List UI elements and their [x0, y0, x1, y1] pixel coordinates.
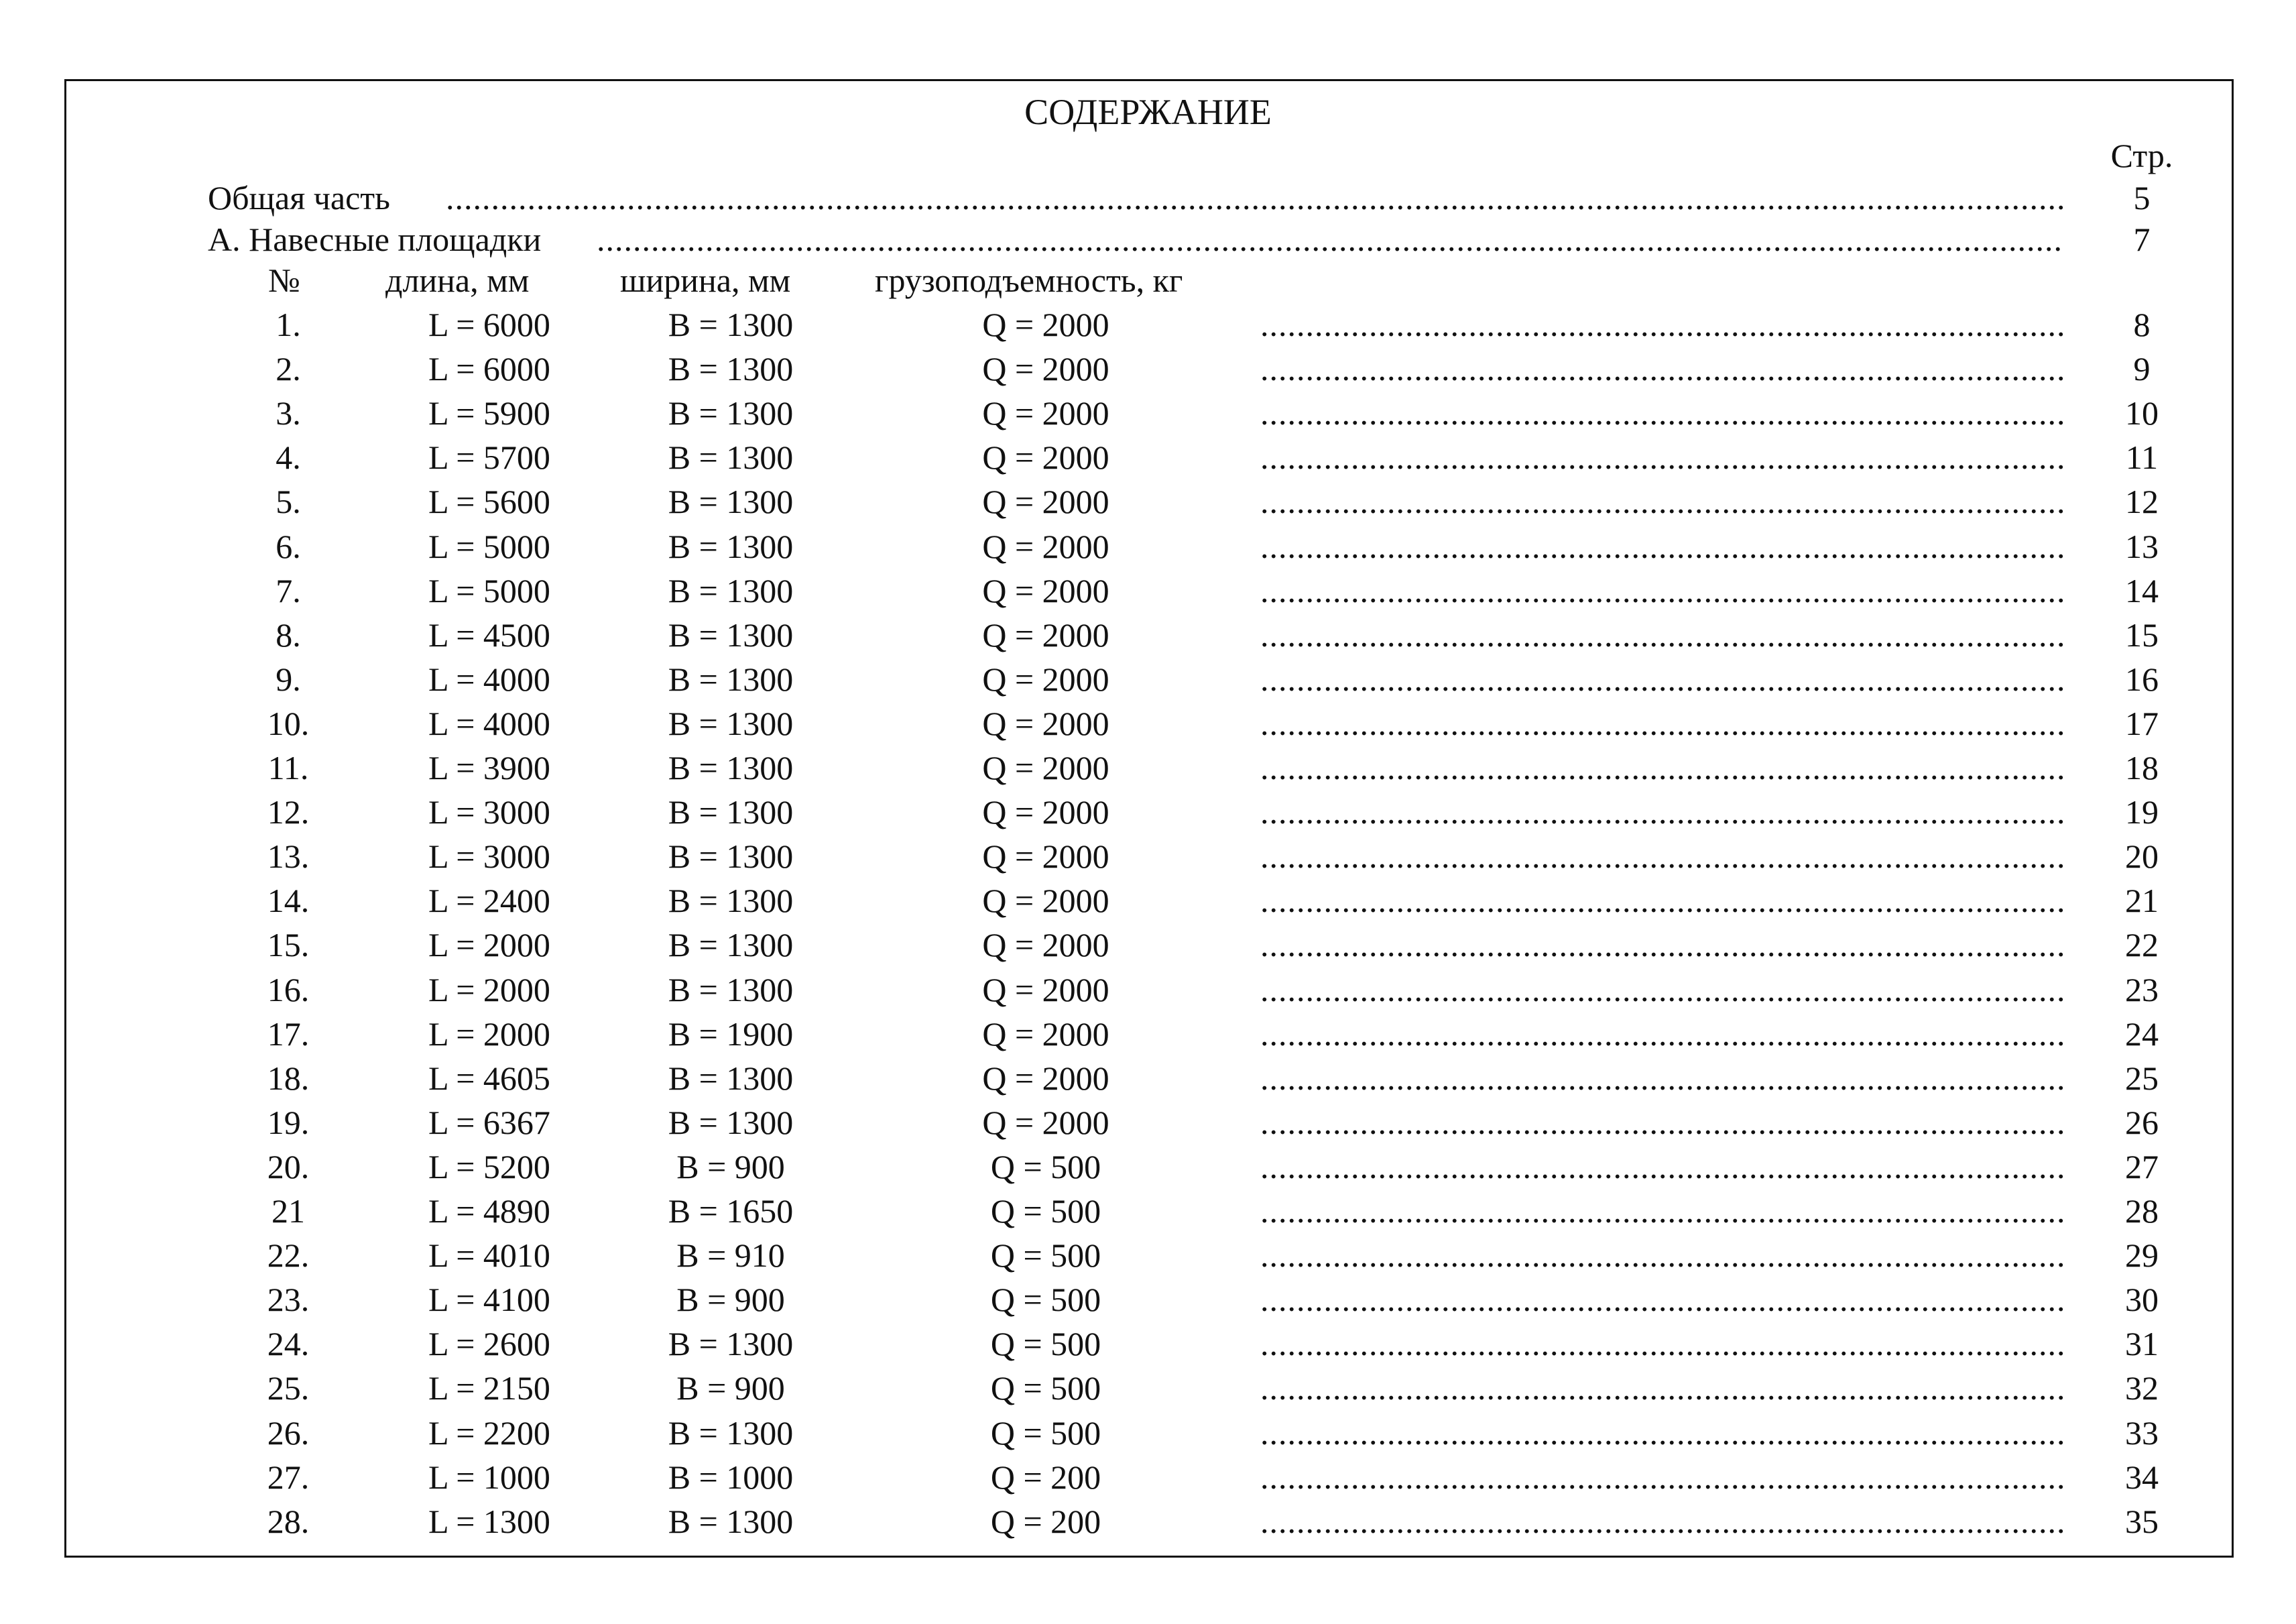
row-capacity: Q = 2000 [982, 660, 1109, 698]
row-length: L = 5700 [428, 439, 550, 476]
row-capacity: Q = 500 [990, 1325, 1101, 1362]
row-length: L = 2150 [428, 1369, 550, 1407]
row-number: 4. [276, 439, 301, 476]
row-page: 21 [2125, 882, 2159, 919]
table-row[interactable] [0, 1277, 2296, 1322]
toc-section-general[interactable] [0, 176, 2296, 220]
row-number: 10. [267, 705, 310, 742]
row-page: 20 [2125, 837, 2159, 875]
row-number: 15. [267, 926, 310, 964]
row-width: B = 1300 [668, 882, 794, 919]
table-row[interactable] [0, 657, 2296, 701]
leader-dots [1260, 479, 2065, 524]
table-row[interactable] [0, 1145, 2296, 1189]
row-width: B = 1300 [668, 793, 794, 831]
row-page: 17 [2125, 705, 2159, 742]
row-width: B = 1300 [668, 483, 794, 520]
row-page: 30 [2125, 1281, 2159, 1318]
row-width: B = 1300 [668, 306, 794, 343]
row-width: B = 1300 [668, 1059, 794, 1097]
row-number: 8. [276, 616, 301, 654]
row-page: 34 [2125, 1458, 2159, 1496]
row-capacity: Q = 2000 [982, 1104, 1109, 1141]
row-capacity: Q = 2000 [982, 971, 1109, 1008]
leader-dots [1260, 1056, 2065, 1100]
leader-dots [1260, 657, 2065, 701]
table-row[interactable] [0, 613, 2296, 657]
table-row[interactable] [0, 923, 2296, 967]
row-capacity: Q = 2000 [982, 882, 1109, 919]
row-number: 25. [267, 1369, 310, 1407]
leader-dots [1260, 391, 2065, 435]
row-page: 24 [2125, 1015, 2159, 1053]
row-capacity: Q = 2000 [982, 528, 1109, 565]
row-length: L = 4500 [428, 616, 550, 654]
row-width: B = 1300 [668, 1104, 794, 1141]
row-capacity: Q = 2000 [982, 572, 1109, 610]
leader-dots [1260, 1411, 2065, 1455]
row-length: L = 2000 [428, 926, 550, 964]
row-length: L = 2000 [428, 1015, 550, 1053]
leader-dots [1260, 347, 2065, 391]
row-width: B = 900 [676, 1281, 785, 1318]
row-number: 7. [276, 572, 301, 610]
row-page: 15 [2125, 616, 2159, 654]
table-row[interactable] [0, 1100, 2296, 1145]
row-width: B = 1300 [668, 1414, 794, 1452]
row-page: 35 [2125, 1503, 2159, 1540]
row-width: B = 1650 [668, 1192, 794, 1230]
row-length: L = 4605 [428, 1059, 550, 1097]
leader-dots [1260, 569, 2065, 613]
row-length: L = 2000 [428, 971, 550, 1008]
table-row[interactable] [0, 1056, 2296, 1100]
row-number: 3. [276, 394, 301, 432]
row-page: 31 [2125, 1325, 2159, 1362]
row-width: B = 1300 [668, 660, 794, 698]
section-label: А. Навесные площадки [208, 221, 542, 258]
row-width: B = 900 [676, 1369, 785, 1407]
row-capacity: Q = 500 [990, 1281, 1101, 1318]
leader-dots [1260, 1322, 2065, 1366]
header-width: ширина, мм [620, 262, 791, 299]
row-page: 13 [2125, 528, 2159, 565]
table-row[interactable] [0, 1455, 2296, 1499]
row-number: 1. [276, 306, 301, 343]
row-width: B = 1300 [668, 749, 794, 787]
row-width: B = 1300 [668, 350, 794, 388]
row-page: 9 [2133, 350, 2151, 388]
leader-dots [1260, 1366, 2065, 1410]
row-width: B = 1300 [668, 439, 794, 476]
row-length: L = 3900 [428, 749, 550, 787]
leader-dots [1260, 302, 2065, 347]
row-page: 26 [2125, 1104, 2159, 1141]
table-row[interactable] [0, 746, 2296, 790]
row-width: B = 1000 [668, 1458, 794, 1496]
row-width: B = 1300 [668, 837, 794, 875]
row-capacity: Q = 2000 [982, 350, 1109, 388]
row-capacity: Q = 2000 [982, 837, 1109, 875]
row-capacity: Q = 2000 [982, 926, 1109, 964]
row-length: L = 4010 [428, 1236, 550, 1274]
leader-dots [1260, 1455, 2065, 1499]
table-row[interactable] [0, 1411, 2296, 1455]
leader-dots [1260, 923, 2065, 967]
leader-dots [1260, 524, 2065, 569]
leader-dots [1260, 746, 2065, 790]
table-row[interactable] [0, 1189, 2296, 1233]
row-length: L = 4000 [428, 660, 550, 698]
leader-dots [1260, 1100, 2065, 1145]
row-page: 8 [2133, 306, 2151, 343]
table-row[interactable] [0, 1366, 2296, 1410]
leader-dots [446, 176, 2065, 220]
row-width: B = 910 [676, 1236, 785, 1274]
row-capacity: Q = 2000 [982, 793, 1109, 831]
row-number: 14. [267, 882, 310, 919]
row-length: L = 2400 [428, 882, 550, 919]
row-capacity: Q = 500 [990, 1369, 1101, 1407]
row-width: B = 900 [676, 1148, 785, 1185]
leader-dots [1260, 968, 2065, 1012]
leader-dots [1260, 701, 2065, 746]
row-number: 16. [267, 971, 310, 1008]
row-length: L = 5000 [428, 572, 550, 610]
row-width: B = 1300 [668, 926, 794, 964]
row-number: 19. [267, 1104, 310, 1141]
row-capacity: Q = 500 [990, 1414, 1101, 1452]
row-width: B = 1300 [668, 572, 794, 610]
row-page: 14 [2125, 572, 2159, 610]
section-label: Общая часть [208, 179, 390, 217]
row-page: 18 [2125, 749, 2159, 787]
row-number: 5. [276, 483, 301, 520]
row-number: 23. [267, 1281, 310, 1318]
row-number: 11. [267, 749, 309, 787]
row-length: L = 1300 [428, 1503, 550, 1540]
row-number: 17. [267, 1015, 310, 1053]
row-page: 22 [2125, 926, 2159, 964]
table-row[interactable] [0, 968, 2296, 1012]
row-page: 28 [2125, 1192, 2159, 1230]
table-row[interactable] [0, 1322, 2296, 1366]
row-capacity: Q = 500 [990, 1148, 1101, 1185]
table-row[interactable] [0, 524, 2296, 569]
row-capacity: Q = 2000 [982, 616, 1109, 654]
row-width: B = 1300 [668, 705, 794, 742]
row-length: L = 5900 [428, 394, 550, 432]
leader-dots [1260, 435, 2065, 479]
row-number: 13. [267, 837, 310, 875]
table-row[interactable] [0, 479, 2296, 524]
row-capacity: Q = 500 [990, 1192, 1101, 1230]
row-page: 25 [2125, 1059, 2159, 1097]
row-capacity: Q = 2000 [982, 439, 1109, 476]
row-length: L = 4100 [428, 1281, 550, 1318]
row-capacity: Q = 2000 [982, 705, 1109, 742]
row-capacity: Q = 2000 [982, 394, 1109, 432]
row-width: B = 1300 [668, 394, 794, 432]
row-capacity: Q = 200 [990, 1458, 1101, 1496]
row-number: 12. [267, 793, 310, 831]
row-number: 26. [267, 1414, 310, 1452]
leader-dots [1260, 613, 2065, 657]
leader-dots [597, 217, 2065, 262]
page-column-label: Стр. [2110, 137, 2173, 174]
row-number: 27. [267, 1458, 310, 1496]
row-number: 24. [267, 1325, 310, 1362]
table-row[interactable] [0, 878, 2296, 923]
leader-dots [1260, 1145, 2065, 1189]
row-length: L = 5600 [428, 483, 550, 520]
row-width: B = 1300 [668, 528, 794, 565]
row-capacity: Q = 2000 [982, 1015, 1109, 1053]
row-number: 22. [267, 1236, 310, 1274]
row-page: 12 [2125, 483, 2159, 520]
row-number: 2. [276, 350, 301, 388]
section-page: 7 [2133, 221, 2151, 258]
row-number: 21 [271, 1192, 305, 1230]
header-length: длина, мм [385, 262, 530, 299]
row-length: L = 3000 [428, 837, 550, 875]
row-capacity: Q = 2000 [982, 749, 1109, 787]
row-width: B = 1300 [668, 616, 794, 654]
row-width: B = 1300 [668, 1503, 794, 1540]
row-page: 16 [2125, 660, 2159, 698]
row-number: 9. [276, 660, 301, 698]
row-capacity: Q = 2000 [982, 483, 1109, 520]
row-page: 29 [2125, 1236, 2159, 1274]
row-number: 18. [267, 1059, 310, 1097]
row-page: 19 [2125, 793, 2159, 831]
leader-dots [1260, 1189, 2065, 1233]
table-row[interactable] [0, 1499, 2296, 1544]
leader-dots [1260, 790, 2065, 834]
table-row[interactable] [0, 1233, 2296, 1277]
toc-section-platforms[interactable] [0, 217, 2296, 262]
table-row[interactable] [0, 347, 2296, 391]
table-row[interactable] [0, 302, 2296, 347]
table-row[interactable] [0, 1012, 2296, 1056]
row-width: B = 1900 [668, 1015, 794, 1053]
row-page: 33 [2125, 1414, 2159, 1452]
row-length: L = 1000 [428, 1458, 550, 1496]
table-row[interactable] [0, 701, 2296, 746]
row-capacity: Q = 2000 [982, 306, 1109, 343]
row-length: L = 6000 [428, 350, 550, 388]
row-length: L = 6367 [428, 1104, 550, 1141]
header-capacity: грузоподъемность, кг [875, 262, 1183, 299]
row-capacity: Q = 500 [990, 1236, 1101, 1274]
row-page: 27 [2125, 1148, 2159, 1185]
row-capacity: Q = 2000 [982, 1059, 1109, 1097]
row-length: L = 5200 [428, 1148, 550, 1185]
header-number: № [268, 262, 300, 299]
row-number: 28. [267, 1503, 310, 1540]
row-number: 6. [276, 528, 301, 565]
leader-dots [1260, 1012, 2065, 1056]
row-width: B = 1300 [668, 1325, 794, 1362]
leader-dots [1260, 834, 2065, 878]
row-length: L = 3000 [428, 793, 550, 831]
table-row[interactable] [0, 435, 2296, 479]
table-row[interactable] [0, 790, 2296, 834]
row-page: 23 [2125, 971, 2159, 1008]
row-page: 11 [2125, 439, 2159, 476]
row-width: B = 1300 [668, 971, 794, 1008]
row-length: L = 4000 [428, 705, 550, 742]
row-length: L = 2600 [428, 1325, 550, 1362]
row-capacity: Q = 200 [990, 1503, 1101, 1540]
leader-dots [1260, 878, 2065, 923]
row-page: 32 [2125, 1369, 2159, 1407]
row-length: L = 5000 [428, 528, 550, 565]
section-page: 5 [2133, 179, 2151, 217]
leader-dots [1260, 1499, 2065, 1544]
row-number: 20. [267, 1148, 310, 1185]
row-length: L = 4890 [428, 1192, 550, 1230]
table-row[interactable] [0, 834, 2296, 878]
leader-dots [1260, 1277, 2065, 1322]
row-length: L = 6000 [428, 306, 550, 343]
row-page: 10 [2125, 394, 2159, 432]
table-row[interactable] [0, 391, 2296, 435]
row-length: L = 2200 [428, 1414, 550, 1452]
leader-dots [1260, 1233, 2065, 1277]
document-title: СОДЕРЖАНИЕ [1024, 92, 1272, 132]
table-row[interactable] [0, 569, 2296, 613]
